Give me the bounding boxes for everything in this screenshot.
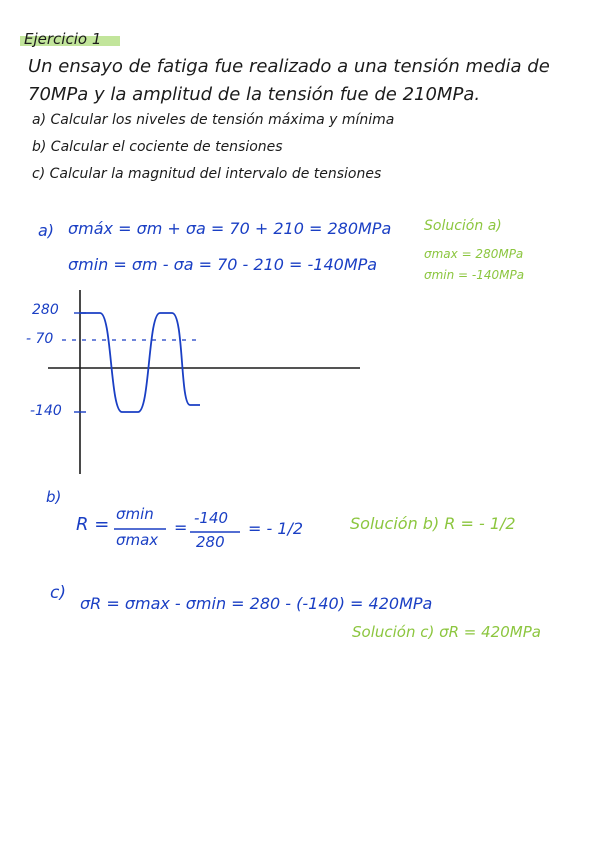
solution-a-title: Solución a) [424, 218, 502, 234]
part-a-min-equation: σmin = σm - σa = 70 - 210 = -140MPa [68, 255, 378, 274]
equals-sign: = [174, 518, 188, 537]
solution-b: Solución b) R = - 1/2 [350, 514, 516, 533]
part-b-label: b) [46, 488, 62, 506]
question-c: c) Calcular la magnitud del intervalo de tensiones [32, 166, 382, 182]
solution-a-min: σmin = -140MPa [424, 268, 525, 282]
tick-label-140: -140 [30, 403, 62, 419]
part-c-equation: σR = σmax - σmin = 280 - (-140) = 420MPa [80, 594, 433, 613]
part-a-max-equation: σmáx = σm + σa = 70 + 210 = 280MPa [68, 219, 392, 238]
solution-a-max: σmax = 280MPa [424, 247, 524, 261]
tick-label-280: 280 [32, 302, 59, 318]
fraction-1-denominator: σmax [116, 531, 159, 549]
fraction-1-numerator: σmin [116, 505, 154, 523]
statement-line-1: Un ensayo de fatiga fue realizado a una tensión media de [28, 56, 550, 77]
part-c-label: c) [50, 583, 66, 603]
fraction-2-numerator: -140 [194, 509, 229, 527]
fraction-2-denominator: 280 [196, 533, 225, 551]
part-a-label: a) [38, 221, 55, 240]
statement-line-2: 70MPa y la amplitud de la tensión fue de 210MPa. [28, 84, 481, 105]
exercise-title: Ejercicio 1 [24, 30, 102, 48]
question-a: a) Calcular los niveles de tensión máxima y mínima [32, 112, 395, 128]
solution-c: Solución c) σR = 420MPa [352, 623, 541, 641]
tick-label-70: - 70 [26, 331, 54, 347]
question-b: b) Calcular el cociente de tensiones [32, 139, 283, 155]
ratio-R: R = [76, 514, 110, 535]
part-b-result: = - 1/2 [248, 519, 304, 538]
